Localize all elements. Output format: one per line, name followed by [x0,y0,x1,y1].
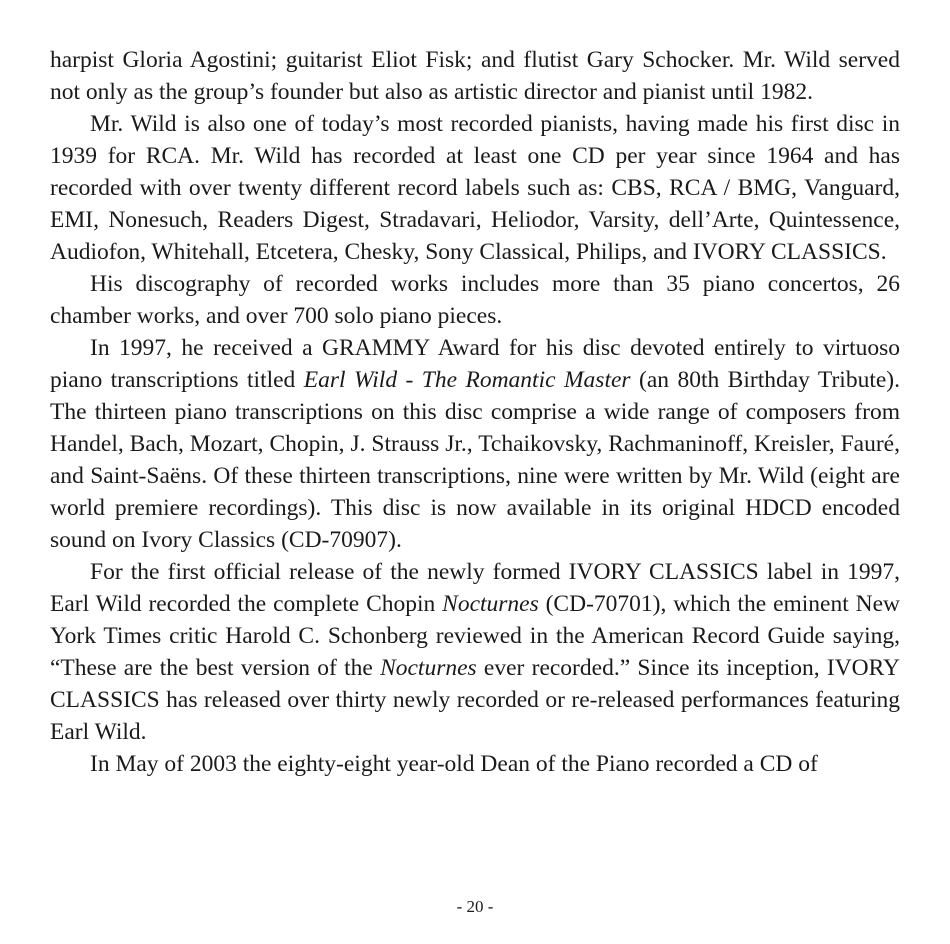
paragraph-most-recorded [50,108,900,268]
paragraph-discography [50,268,900,332]
paragraph-text: (CD-70701), which the eminent New York Times critic Harold C. Schonberg reviewed in the American Record Guide saying, “These are the best version of the [50,591,900,681]
album-title: Earl Wild - The Romantic Master [303,367,631,393]
page-number: - 20 - [456,897,494,916]
paragraph-text: His discography of recorded works includes more than 35 piano concertos, 26 chamber works, and over 700 solo piano pieces. [50,271,900,329]
paragraph-2003 [50,748,900,780]
paragraph-text: In May of 2003 the eighty-eight year-old Dean of the Piano recorded a CD of [90,751,818,777]
paragraph-text: Mr. Wild is also one of today’s most recorded pianists, having made his first disc in 1939 for RCA. Mr. Wild has recorded at least one CD per year since 1964 and has recorded with over twenty different record labels such as: CBS, RCA / BMG, Vanguard, EMI, Nonesuch, Readers Digest, Stradavari, Heliodor, Varsity, dell’Arte, Quintessence, Audiofon, Whitehall, Etcetera, Chesky, Sony Classical, Philips, and IVORY CLASSICS. [50,111,900,265]
paragraph-text: harpist Gloria Agostini; guitarist Eliot Fisk; and flutist Gary Schocker. Mr. Wild served not only as the group’s founder but also as artistic director and pianist until 1982. [50,47,900,105]
paragraph-grammy [50,332,900,556]
paragraph-text: For the first official release of the newly formed IVORY CLASSICS label in 1997, Earl Wild recorded the complete Chopin [50,559,900,617]
paragraph-text: (an 80th Birthday Tribute). The thirteen piano transcriptions on this disc comprise a wide range of composers from Handel, Bach, Mozart, Chopin, J. Strauss Jr., Tchaikovsky, Rachmaninoff, Kreisler, Fauré, and Saint-Saëns. Of these thirteen transcriptions, nine were written by Mr. Wild (eight are world premiere recordings). This disc is now available in its original HDCD encoded sound on Ivory Classics (CD-70907). [50,367,900,553]
paragraph-ivory-classics [50,556,900,748]
paragraph-continuation [50,44,900,108]
paragraph-text: ever recorded.” Since its inception, IVORY CLASSICS has released over thirty newly recorded or re-released performances featuring Earl Wild. [50,655,900,745]
work-title: Nocturnes [380,655,477,681]
work-title: Nocturnes [442,591,539,617]
body-text [50,44,900,780]
paragraph-text: In 1997, he received a GRAMMY Award for his disc devoted entirely to virtuoso piano transcriptions titled [50,335,900,393]
